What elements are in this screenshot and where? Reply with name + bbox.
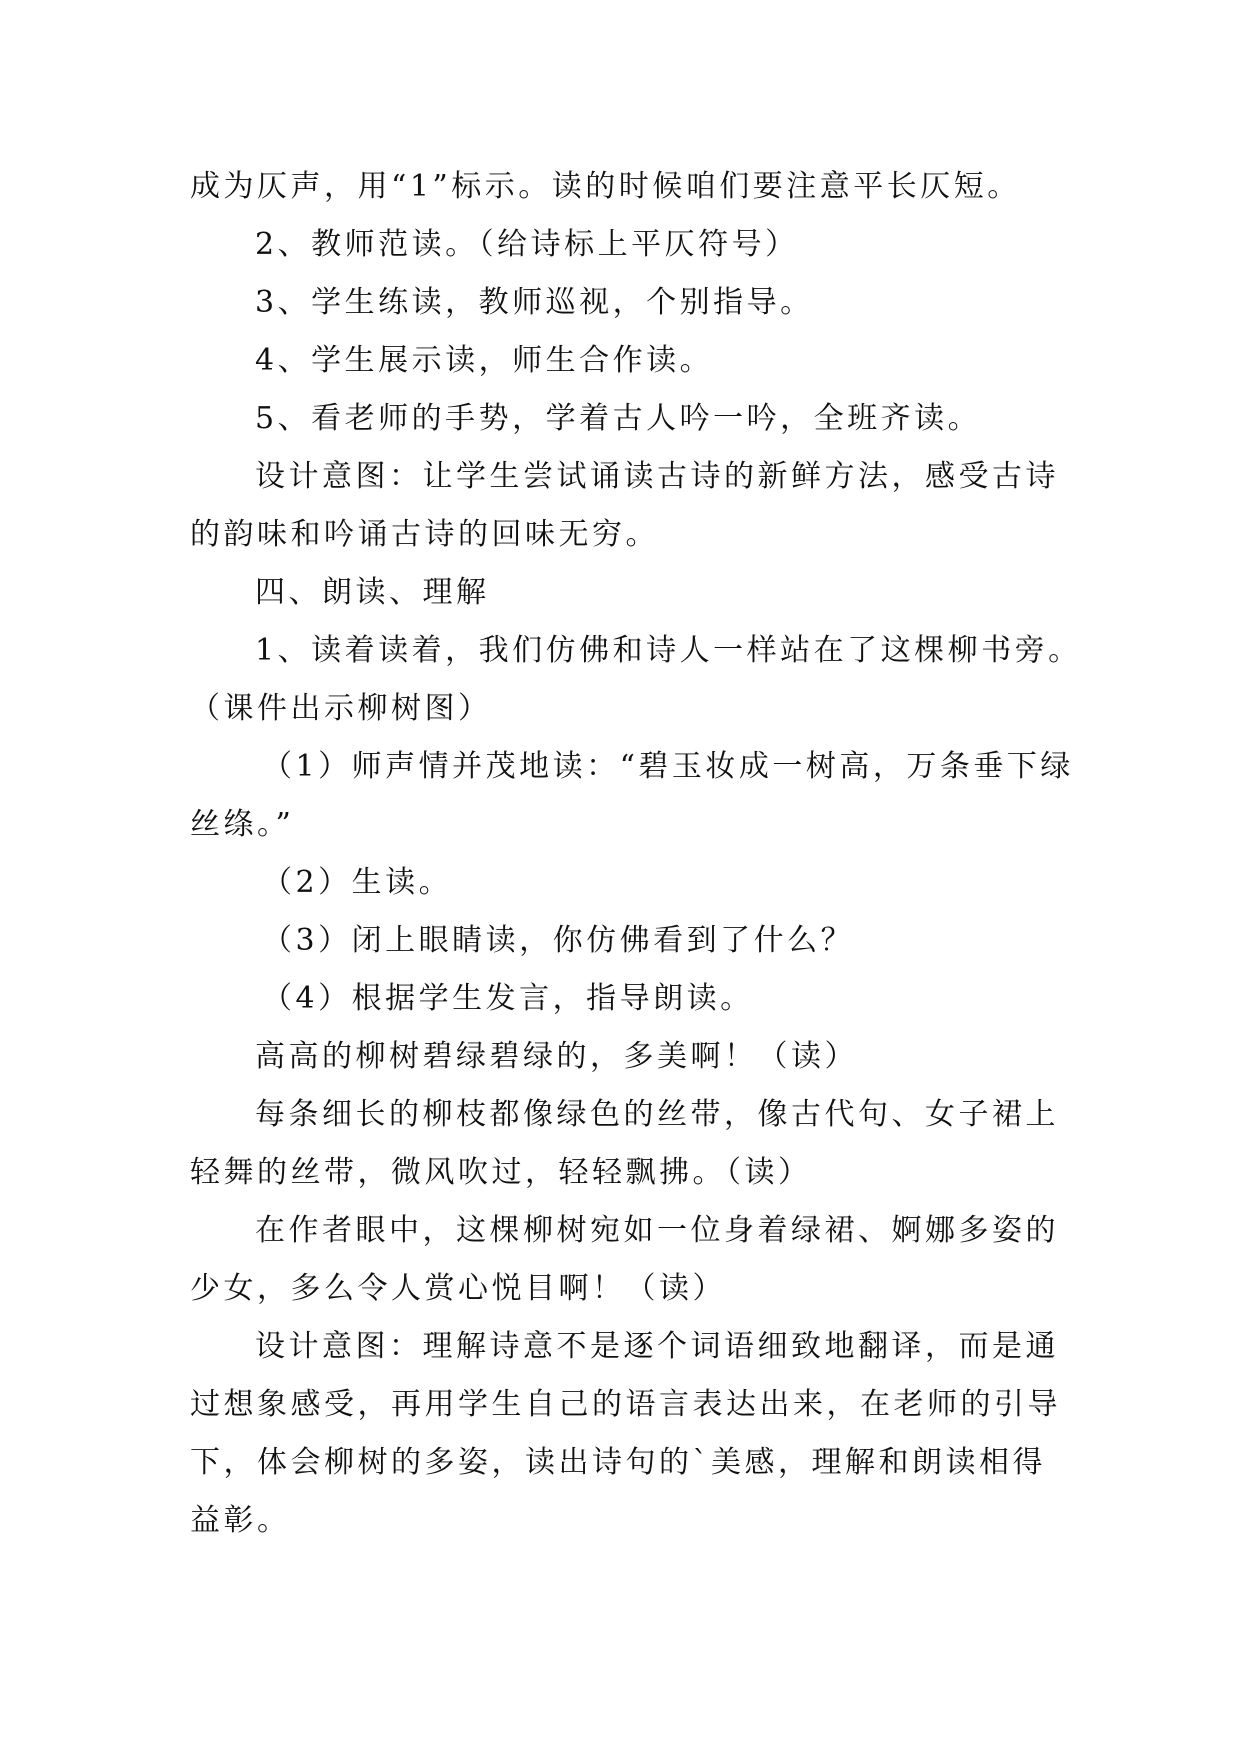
paragraph-line: 少女，多么令人赏心悦目啊！（读） <box>190 1271 726 1306</box>
paragraph-line: 过想象感受，再用学生自己的语言表达出来，在老师的引导 <box>190 1387 1061 1422</box>
paragraph-line: 3、学生练读，教师巡视，个别指导。 <box>255 285 814 320</box>
section-heading: 四、朗读、理解 <box>255 575 490 610</box>
paragraph-line: 丝绦。” <box>190 807 295 842</box>
paragraph-line: 轻舞的丝带，微风吹过，轻轻飘拂。（读） <box>190 1155 812 1190</box>
paragraph-line: （2）生读。 <box>262 865 453 900</box>
paragraph-line: （1）师声情并茂地读：“碧玉妆成一树高，万条垂下绿 <box>262 749 1074 784</box>
paragraph-line: 成为仄声，用“1”标示。读的时候咱们要注意平长仄短。 <box>190 169 1021 204</box>
paragraph-line: 益彰。 <box>190 1503 291 1538</box>
paragraph-line: 5、看老师的手势，学着古人吟一吟，全班齐读。 <box>255 401 982 436</box>
paragraph-line: 的韵味和吟诵古诗的回味无穷。 <box>190 517 659 552</box>
paragraph-line: 高高的柳树碧绿碧绿的，多美啊！（读） <box>255 1039 858 1074</box>
paragraph-line: 每条细长的柳枝都像绿色的丝带，像古代句、女子裙上 <box>255 1097 1059 1132</box>
paragraph-line: 4、学生展示读，师生合作读。 <box>255 343 714 378</box>
paragraph-line: （4）根据学生发言，指导朗读。 <box>262 981 754 1016</box>
paragraph-line: 设计意图：让学生尝试诵读古诗的新鲜方法，感受古诗 <box>255 459 1059 494</box>
paragraph-line: 在作者眼中，这棵柳树宛如一位身着绿裙、婀娜多姿的 <box>255 1213 1059 1248</box>
paragraph-line: （课件出示柳树图） <box>190 691 492 726</box>
paragraph-line: 2、教师范读。（给诗标上平仄符号） <box>255 227 799 262</box>
paragraph-line: （3）闭上眼睛读，你仿佛看到了什么？ <box>262 923 855 958</box>
paragraph-line: 下，体会柳树的多姿，读出诗句的`美感，理解和朗读相得 <box>190 1445 1046 1480</box>
paragraph-line: 设计意图：理解诗意不是逐个词语细致地翻译，而是通 <box>255 1329 1059 1364</box>
paragraph-line: 1、读着读着，我们仿佛和诗人一样站在了这棵柳书旁。 <box>255 633 1082 668</box>
